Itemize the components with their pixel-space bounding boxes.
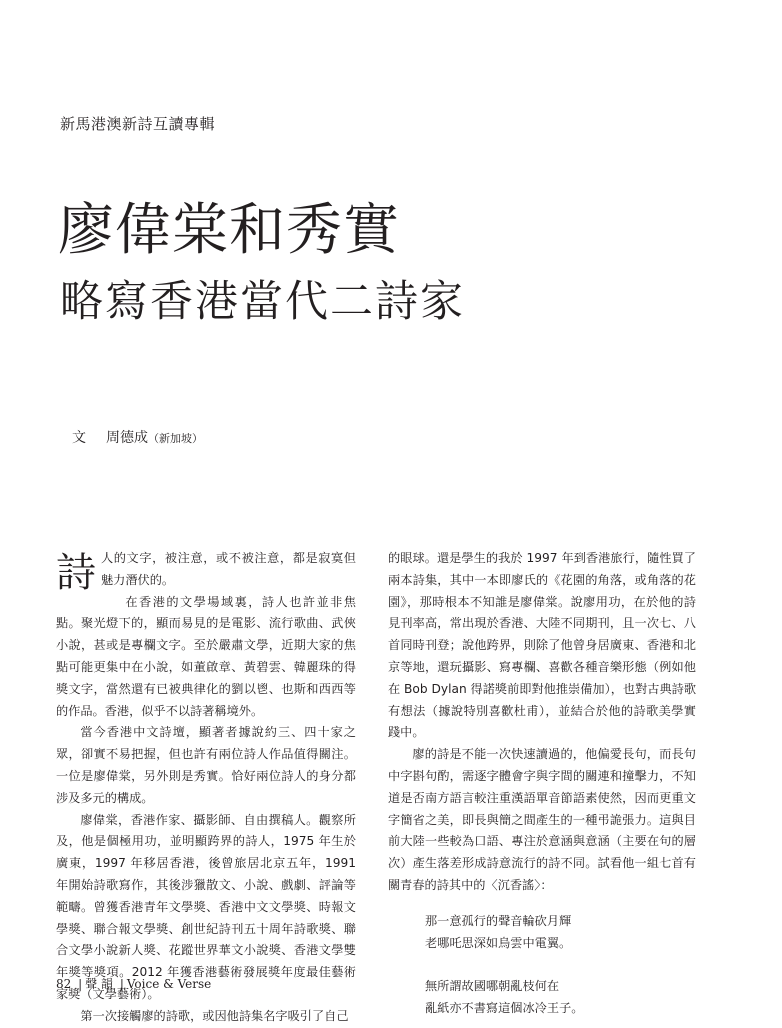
page-number: 82 [56, 977, 72, 991]
article-title: 廖偉棠和秀實 [58, 198, 400, 263]
paragraph: 人的文字，被注意，或不被注意，都是寂寞但魅力潛伏的。 [101, 551, 356, 587]
paragraph: 當今香港中文詩壇，顯著者據說約三、四十家之眾，卻實不易把握，但也許有兩位詩人作品值得關注。一位是廖偉棠，另外則是秀實。恰好兩位詩人的身分都涉及多元的構成。 [56, 725, 356, 805]
article-column-left [56, 548, 356, 1028]
journal-name-cn: 聲 韻 [85, 977, 113, 991]
byline [72, 427, 203, 447]
author-note: （新加坡） [148, 432, 203, 445]
byline-prefix: 文 [72, 430, 86, 446]
series-title: 新馬港澳新詩互讀專輯 [60, 115, 216, 133]
author-name: 周德成 [106, 430, 148, 446]
poem-line: 老哪吒思深如烏雲中電翼。 [425, 935, 572, 950]
poem-line: 無所謂故國哪朝亂枝何在 [425, 979, 560, 994]
article-subtitle: 略寫香港當代二詩家 [60, 277, 465, 327]
paragraph: 第一次接觸廖的詩歌，或因他詩集名字吸引了自己 [80, 1008, 349, 1023]
article-column-right [388, 548, 696, 1020]
poem-line: 那一意孤行的聲音輪砍月輝 [425, 913, 572, 928]
paragraph: 廖的詩是不能一次快速讀過的，他偏愛長句，而長句中字斟句酌，需逐字體會字與字間的關連和撞擊力，不知道是否南方語言較注重漢語單音節語素使然，因而更重文字簡省之美，即長與簡之間產生的一種弔詭張力。這與目前大陸一些較為口語、專注於意涵與意涵（主要在句的層次）產生落差形成詩意流行的詩不同。試看他一組七首有關青春的詩其中的〈沉香謠〉： [388, 747, 696, 892]
paragraph: 廖偉棠，香港作家、攝影師、自由撰稿人。觀察所及，他是個極用功，並明顯跨界的詩人，1975 年生於廣東，1997 年移居香港，後曾旅居北京五年，1991 年開始詩歌寫作，其後涉獵散文、小說、戲劇、評論等範疇。曾獲香港青年文學獎、香港中文文學獎、時報文學獎、聯合報文學獎、創世紀詩刊五十周年詩歌獎、聯合文學小說新人獎、花蹤世界華文小說獎、香港文學雙年獎等獎項。2012 年獲香港藝術發展獎年度最佳藝術家獎（文學藝術）。 [56, 812, 356, 1001]
paragraph: 的眼球。還是學生的我於 1997 年到香港旅行，隨性買了兩本詩集，其中一本即廖氏的《花園的角落，或角落的花園》，那時根本不知誰是廖偉棠。說廖用功，在於他的詩見刊率高，常出現於香港、大陸不同期刊，且一次七、八首同時刊登；說他跨界，則除了他曾身居廣東、香港和北京等地，還玩攝影、寫專欄、喜歡各種音樂形態（例如他在 Bob Dylan 得諾獎前即對他推崇備加），也對古典詩歌有想法（據說特別喜歡杜甫），並結合於他的詩歌美學實踐中。 [388, 551, 697, 740]
poem-line: 亂紙亦不書寫這個冰冷王子。 [425, 1000, 584, 1015]
paragraph: 在香港的文學場域裏，詩人也許並非焦點。聚光燈下的，顯而易見的是電影、流行歌曲、武俠小說，甚或是專欄文字。至於嚴肅文學，近期大家的焦點可能更集中在小說，如董啟章、黃碧雲、韓麗珠的得獎文字，當然還有已被典律化的劉以鬯、也斯和西西等的作品。香港，似乎不以詩著稱境外。 [56, 594, 356, 718]
page-footer: 82 | 聲 韻 | Voice & Verse [56, 977, 212, 991]
poem-excerpt [425, 911, 696, 1020]
journal-name-en: Voice & Verse [126, 977, 212, 991]
dropcap: 詩 [56, 550, 96, 596]
